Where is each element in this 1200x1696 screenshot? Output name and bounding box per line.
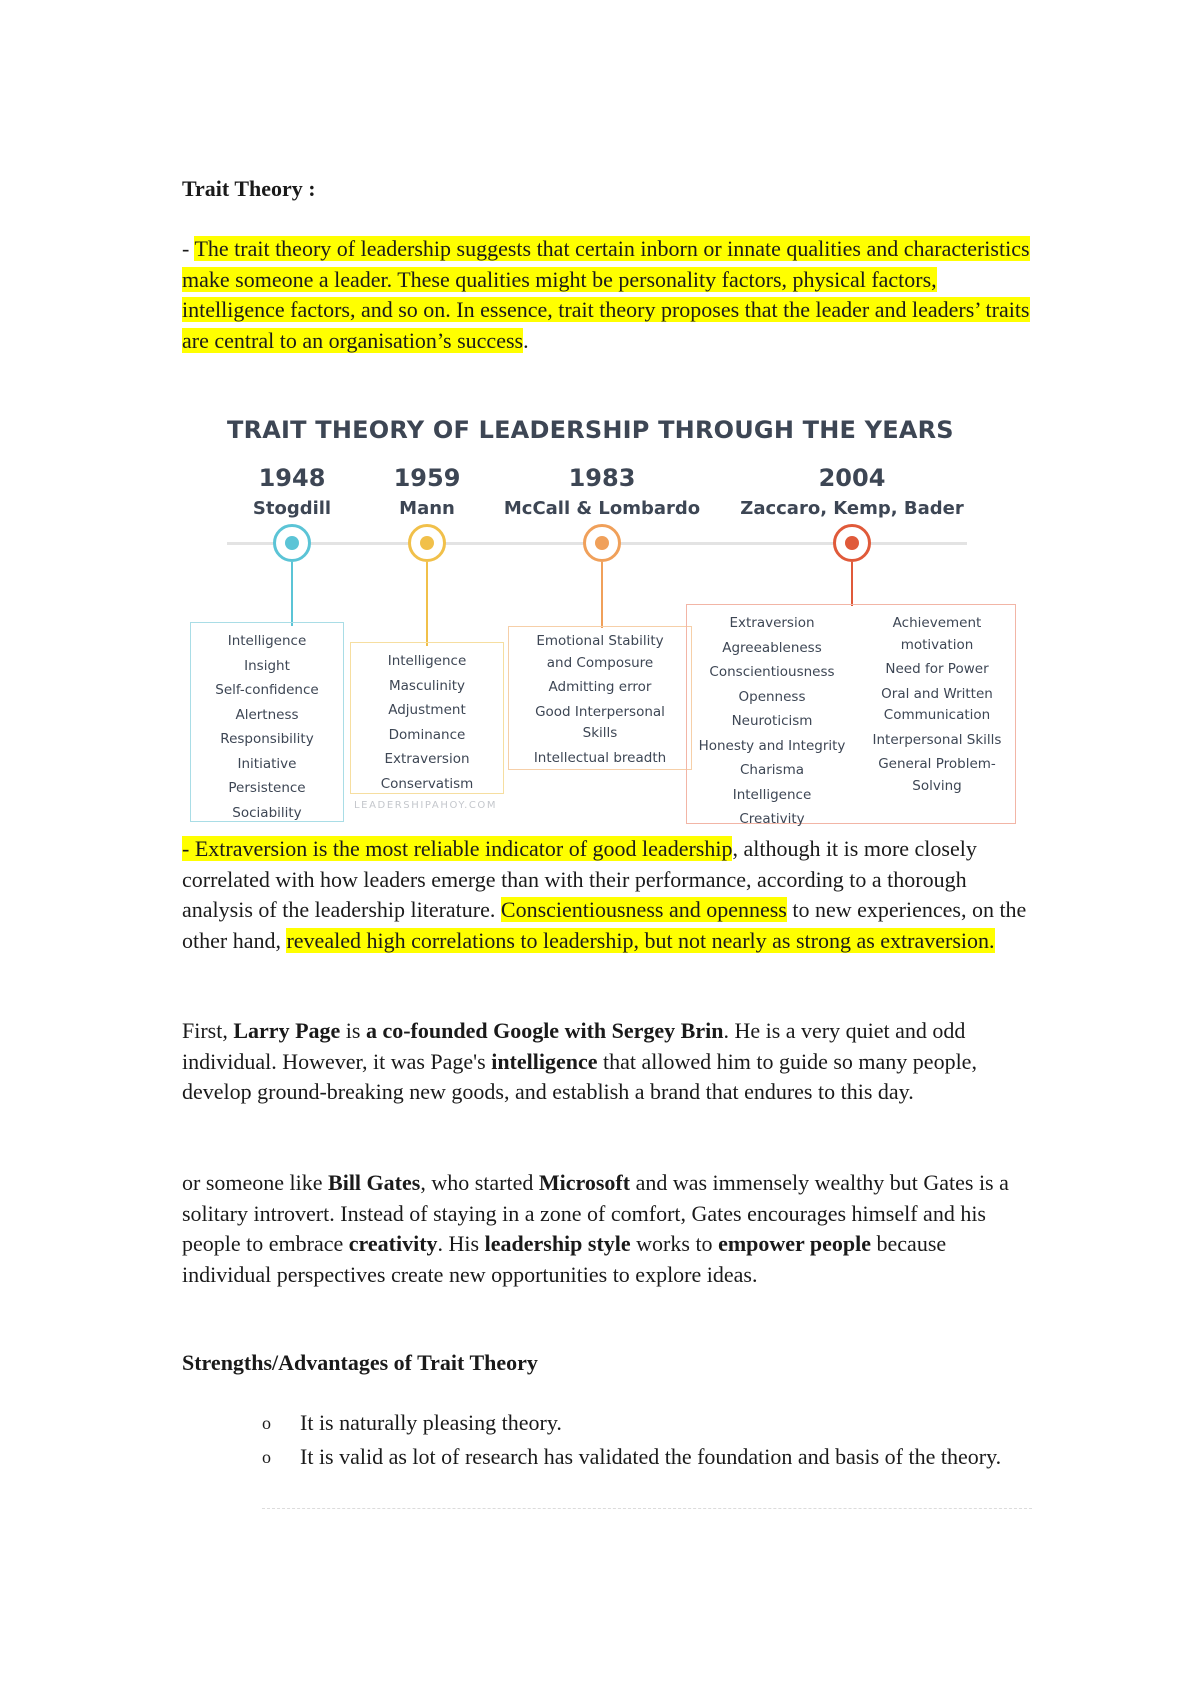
trait-item: Emotional Stability: [536, 633, 664, 649]
section-heading: Trait Theory :: [182, 176, 316, 201]
trait-item: Conservatism: [380, 775, 474, 792]
timeline-node-2004: [833, 524, 871, 562]
extraversion-highlight-3: revealed high correlations to leadership, but not nearly as strong as extraversion.: [286, 927, 995, 953]
text-run: that allowed him to guide so many people, develop ground-breaking new goods, and establish a brand that endures to this day.: [182, 1048, 977, 1104]
trait-item: Skills: [582, 725, 618, 741]
trait-item: Intelligence: [732, 786, 812, 803]
trait-item: Charisma: [739, 762, 804, 778]
list-item-text: It is valid as lot of research has validated the foundation and basis of the theory.: [300, 1444, 1002, 1469]
trait-item: Achievement: [892, 615, 982, 631]
author-mccall-lombardo: McCall & Lombardo: [503, 498, 701, 519]
traits-box-1983: [508, 626, 692, 770]
text-run: . His: [437, 1231, 485, 1256]
timeline-stem-1959: [426, 562, 428, 646]
bold-run: creativity: [348, 1231, 438, 1256]
timeline-stem-2004: [851, 562, 853, 606]
larry-page-paragraph: [182, 1016, 1032, 1108]
text-run: or someone like: [182, 1170, 329, 1195]
year-2004: 2004: [818, 464, 886, 492]
trait-item: Insight: [244, 657, 290, 674]
trait-item: Extraversion: [729, 615, 815, 631]
trait-item: Adjustment: [388, 702, 466, 718]
trait-item: Self-confidence: [215, 682, 319, 698]
infographic-watermark: LEADERSHIPAHOY.COM: [354, 800, 498, 811]
trait-item: Good Interpersonal: [535, 703, 665, 720]
timeline-node-1948: [273, 524, 311, 562]
trait-item: Interpersonal Skills: [872, 731, 1002, 748]
bullet-circle-icon: o: [262, 1447, 271, 1467]
list-item: [262, 1440, 1032, 1474]
trait-item: Alertness: [235, 706, 299, 723]
trait-item: Masculinity: [388, 677, 466, 694]
trait-item: Extraversion: [384, 751, 470, 767]
trait-item: Oral and Written: [881, 685, 993, 702]
bold-run: empower people: [718, 1231, 872, 1256]
trait-item: Intellectual breadth: [533, 749, 667, 766]
text-run: and was immensely wealthy but Gates is a solitary introvert. Instead of staying in a zone of comfort, Gates encourages himself and his people to embrace: [182, 1170, 1009, 1256]
strengths-list: [262, 1406, 1032, 1474]
trait-item: Responsibility: [220, 731, 314, 747]
trait-item: Need for Power: [885, 661, 989, 677]
page-divider: [262, 1508, 1032, 1509]
extraversion-highlight-1: Extraversion is the most reliable indicator of good leadership: [194, 836, 733, 861]
traits-box-1959: [350, 642, 504, 794]
author-stogdill: Stogdill: [252, 498, 332, 519]
trait-item: Intelligence: [227, 633, 307, 649]
trait-item: Initiative: [237, 755, 297, 772]
intro-highlight: The trait theory of leadership suggests that certain inborn or innate qualities and characteristics make someone a leader. These qualities might be personality factors, physical factors, intelligence factors, and so on. In essence, trait theory proposes that the leader and leaders’ traits are central to an organisation’s success: [182, 236, 1030, 353]
trait-item: Openness: [738, 688, 806, 705]
author-zaccaro-kemp-bader: Zaccaro, Kemp, Bader: [740, 498, 964, 519]
infographic-title: TRAIT THEORY OF LEADERSHIP THROUGH THE YEARS: [227, 416, 954, 444]
intro-dash: -: [182, 236, 195, 261]
bold-run: leadership style: [484, 1231, 631, 1256]
extraversion-paragraph: [182, 834, 1032, 956]
text-run: because individual perspectives create new opportunities to explore ideas.: [182, 1231, 947, 1287]
trait-item: Intelligence: [387, 653, 467, 669]
strengths-heading: Strengths/Advantages of Trait Theory: [182, 1350, 538, 1375]
author-mann: Mann: [399, 498, 455, 519]
extraversion-dash: -: [182, 836, 195, 861]
bill-gates-paragraph: [182, 1168, 1032, 1290]
trait-item: Conscientiousness: [709, 664, 835, 680]
trait-item: Neuroticism: [731, 713, 813, 729]
timeline-node-1959: [408, 524, 446, 562]
timeline-node-1983: [583, 524, 621, 562]
trait-item: Communication: [883, 707, 991, 723]
bullet-circle-icon: o: [262, 1413, 271, 1433]
trait-item: Persistence: [228, 780, 306, 796]
intro-end: .: [523, 327, 529, 353]
trait-item: Admitting error: [548, 679, 652, 695]
traits-box-1948: [190, 622, 344, 822]
bold-run: a co-founded Google with Sergey Brin: [365, 1018, 724, 1043]
traits-box-2004: [686, 604, 1016, 827]
timeline-stem-1983: [601, 562, 603, 628]
extraversion-text-2: to new experiences, on the other hand,: [182, 897, 1027, 953]
intro-paragraph: [182, 234, 1032, 356]
year-1959: 1959: [393, 464, 461, 492]
list-item: [262, 1406, 1032, 1440]
year-1983: 1983: [568, 464, 636, 492]
bold-run: Bill Gates: [328, 1170, 421, 1195]
year-1948: 1948: [258, 464, 326, 492]
list-item-text: It is naturally pleasing theory.: [300, 1410, 562, 1435]
trait-item: Solving: [912, 777, 962, 794]
bold-run: Microsoft: [538, 1170, 631, 1195]
trait-item: Dominance: [388, 726, 466, 743]
trait-item: Creativity: [739, 811, 805, 827]
bold-run: intelligence: [491, 1048, 598, 1074]
extraversion-text: , although it is more closely correlated with how leaders emerge than with their performance, according to a thorough analysis of the leadership literature.: [182, 836, 977, 922]
trait-item: Agreeableness: [722, 639, 822, 656]
timeline-stem-1948: [291, 562, 293, 626]
text-run: is: [340, 1018, 366, 1043]
trait-item: motivation: [900, 636, 974, 653]
text-run: First,: [182, 1018, 234, 1043]
trait-item: General Problem-: [878, 756, 996, 772]
trait-theory-infographic: [182, 408, 1032, 826]
text-run: , who started: [420, 1170, 539, 1195]
trait-item: and Composure: [546, 654, 654, 671]
trait-item: Sociability: [232, 804, 302, 821]
text-run: . He is a very quiet and odd individual. However, it was Page's: [182, 1018, 966, 1074]
extraversion-highlight-2: Conscientiousness and openness: [500, 897, 787, 922]
text-run: works to: [630, 1231, 719, 1256]
bold-run: Larry Page: [233, 1018, 341, 1043]
trait-item: Honesty and Integrity: [698, 737, 846, 754]
